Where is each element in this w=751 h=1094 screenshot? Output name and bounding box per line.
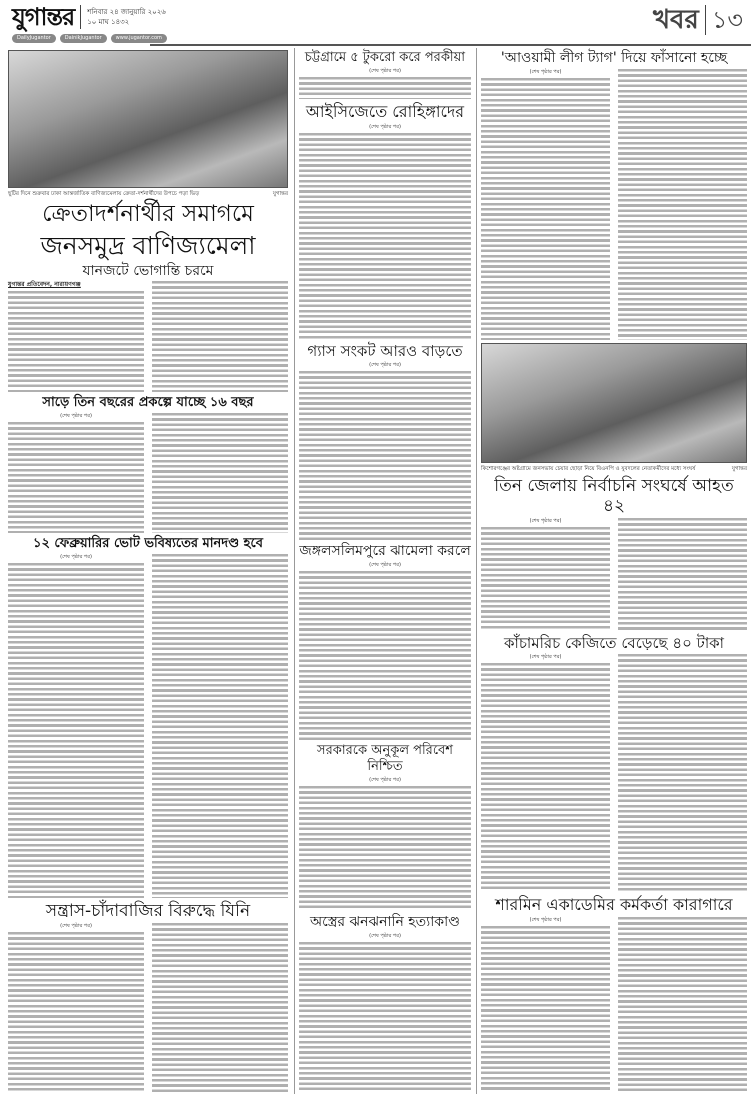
clash-caption: কিশোরগঞ্জের অষ্টগ্রামে জনসভায় চেয়ার ছোড়া নিয়ে বিএনপি ও যুবদলের নেতাকর্মীদের মধ্যে সংঘর্ষ — [481, 465, 696, 472]
lead-subheadline: যানজটে ভোগান্তি চরমে — [82, 262, 214, 279]
awami-body-col1 — [481, 78, 610, 340]
masthead — [12, 3, 312, 43]
terror-story — [8, 901, 288, 1092]
column-divider — [476, 48, 477, 1094]
project-story — [8, 395, 288, 533]
issue-date — [87, 7, 166, 27]
date-gregorian: শনিবার ২৪ জানুয়ারি ২০২৬ — [87, 8, 166, 16]
chili-body-col1 — [481, 663, 610, 893]
chili-headline: কাঁচামরিচ কেজিতে বেড়েছে ৪০ টাকা — [503, 633, 725, 652]
terror-headline: সন্ত্রাস-চাঁদাবাজির বিরুদ্ধে যিনি — [45, 900, 251, 921]
jump-label: (শেষ পৃষ্ঠার পর) — [60, 412, 92, 419]
gas-headline: গ্যাস সংকট আরও বাড়তে — [307, 342, 463, 361]
icj-story — [299, 102, 471, 339]
clash-photo — [481, 343, 747, 463]
jump-label: (শেষ পৃষ্ঠার পর) — [369, 933, 401, 940]
clash-caption-row — [481, 466, 747, 473]
section-title: খবর — [652, 5, 699, 35]
jump-label: (শেষ পৃষ্ঠার পর) — [529, 653, 562, 660]
website-link[interactable]: www.jugantor.com — [111, 34, 167, 43]
project-headline: সাড়ে তিন বছরের প্রকল্পে যাচ্ছে ১৬ বছর — [42, 395, 254, 411]
lead-body-col2 — [152, 281, 288, 392]
jump-label: (শেষ পৃষ্ঠার পর) — [529, 916, 562, 923]
ctg-headline: চট্টগ্রামে ৫ টুকরো করে পরকীয়া — [304, 50, 466, 65]
arms-body — [299, 942, 471, 1092]
lead-byline: যুগান্তর প্রতিবেদন, নারায়ণগঞ্জ — [8, 281, 81, 289]
jump-label: (শেষ পৃষ্ঠার পর) — [369, 776, 401, 783]
date-bengali: ১০ মাঘ ১৪৩২ — [87, 18, 130, 26]
chili-story — [481, 634, 747, 893]
jungle-headline: জঙ্গলসলিমপুরে ঝামেলা করলে — [299, 542, 471, 559]
jump-label: (শেষ পৃষ্ঠার পর) — [529, 518, 562, 525]
jump-label: (শেষ পৃষ্ঠার পর) — [60, 554, 92, 561]
middle-column — [299, 50, 471, 1092]
clash-body-col2 — [618, 518, 747, 630]
trade-fair-caption: ছুটির দিনে শুক্রবার ঢাকা আন্তর্জাতিক বাণিজ্যমেলায় ক্রেতা-দর্শনার্থীদের উপচে পড়া ভিড় — [8, 191, 200, 197]
project-body-col2 — [152, 413, 288, 534]
arms-headline: অস্ত্রের ঝনঝনানি হত্যাকাণ্ড — [309, 914, 460, 931]
page-number: ১৩ — [705, 5, 743, 35]
jump-label: (শেষ পৃষ্ঠার পর) — [369, 561, 401, 568]
column-divider — [294, 48, 295, 1094]
clash-headline: তিন জেলায় নির্বাচনি সংঘর্ষে আহত ৪২ — [494, 475, 734, 517]
lead-headline-line1: ক্রেতাদর্শনার্থীর সমাগমে — [42, 201, 254, 227]
ctg-body — [299, 77, 471, 100]
jump-label: (শেষ পৃষ্ঠার পর) — [369, 362, 401, 369]
photo-credit: যুগান্তর — [272, 191, 288, 197]
awami-story — [481, 50, 747, 340]
vote-headline: ১২ ফেব্রুয়ারির ভোট ভবিষ্যতের মানদণ্ড হবে — [33, 536, 263, 552]
section-header — [653, 4, 743, 36]
vote-body-col2 — [152, 554, 288, 898]
govt-story — [299, 743, 471, 911]
vote-body-col1 — [8, 563, 144, 898]
jungle-story — [299, 543, 471, 741]
facebook-handle[interactable]: DailyJugantor — [12, 34, 56, 43]
header-rule — [150, 44, 751, 46]
clash-story — [481, 476, 747, 631]
icj-body — [299, 133, 471, 340]
left-column — [8, 50, 288, 1092]
clash-body-col1 — [481, 527, 610, 630]
newspaper-logo: যুগান্তর — [12, 2, 75, 31]
trade-fair-photo — [8, 50, 288, 188]
awami-headline: 'আওয়ামী লীগ ট্যাগ' দিয়ে ফাঁসানো হচ্ছে — [500, 50, 728, 66]
jump-label: (শেষ পৃষ্ঠার পর) — [60, 923, 92, 930]
chili-body-col2 — [618, 654, 747, 893]
right-column — [481, 50, 747, 1092]
lead-story — [8, 201, 288, 392]
sharmin-body-col2 — [618, 917, 747, 1092]
masthead-divider — [80, 5, 81, 29]
lead-body-col1 — [8, 291, 144, 392]
sharmin-body-col1 — [481, 926, 610, 1092]
jump-label: (শেষ পৃষ্ঠার পর) — [369, 67, 401, 74]
arms-story — [299, 914, 471, 1092]
gas-story — [299, 342, 471, 540]
terror-body-col2 — [152, 923, 288, 1092]
social-links — [12, 34, 312, 43]
ctg-story — [299, 50, 471, 99]
awami-body-col2 — [618, 69, 747, 340]
govt-headline: সরকারকে অনুকূল পরিবেশ নিশ্চিত — [317, 743, 453, 774]
vote-story — [8, 536, 288, 897]
trade-fair-caption-row — [8, 191, 288, 198]
lead-headline-line2: জনসমুদ্র বাণিজ্যমেলা — [40, 230, 256, 260]
sharmin-story — [481, 895, 747, 1092]
sharmin-headline: শারমিন একাডেমির কর্মকর্তা কারাগারে — [495, 895, 733, 915]
jump-label: (শেষ পৃষ্ঠার পর) — [369, 123, 401, 130]
jungle-body — [299, 571, 471, 741]
jump-label: (শেষ পৃষ্ঠার পর) — [529, 68, 562, 75]
terror-body-col1 — [8, 932, 144, 1092]
project-body-col1 — [8, 422, 144, 534]
icj-headline: আইসিজেতে রোহিঙ্গাদের — [305, 102, 465, 122]
photo-credit: যুগান্তর — [731, 465, 747, 472]
govt-body — [299, 786, 471, 912]
twitter-handle[interactable]: DainikJugantor — [60, 34, 107, 43]
gas-body — [299, 371, 471, 540]
